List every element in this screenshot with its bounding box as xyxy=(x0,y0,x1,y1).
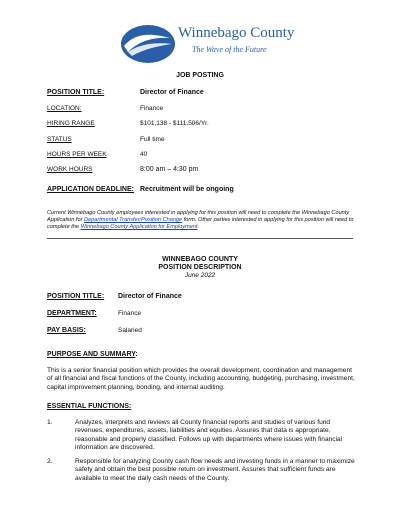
description-title: POSITION DESCRIPTION xyxy=(158,264,242,271)
job-posting-title: JOB POSTING xyxy=(176,72,224,79)
county-name: Winnebago County xyxy=(178,25,295,41)
transfer-form-link[interactable]: Departmental Transfer/Position Change xyxy=(84,217,183,223)
desc-position-value: Director of Finance xyxy=(118,293,182,300)
status-value: Full time xyxy=(140,136,165,143)
application-notice xyxy=(47,210,357,231)
notice-text: form. Other parties interested in applying for this position will need to complete the xyxy=(47,217,354,230)
function-number: 1. xyxy=(47,419,53,426)
purpose-heading xyxy=(47,351,138,358)
notice-text: . xyxy=(197,224,200,230)
hours-per-week-label: HOURS PER WEEK xyxy=(47,151,107,158)
function-text: Responsible for analyzing County cash flow needs and investing funds in a manner to maximize safety and obtain the best possible return on investment. Assures that sufficient funds are available to meet the daily cash needs of the County. xyxy=(75,458,355,482)
hiring-range-value: $101,138 - $111,506/Yr. xyxy=(140,120,209,127)
essential-functions-heading: ESSENTIAL FUNCTIONS: xyxy=(47,403,132,410)
application-deadline-value: Recruitment will be ongoing xyxy=(140,186,234,193)
description-county: WINNEBAGO COUNTY xyxy=(162,256,238,263)
county-logo xyxy=(118,22,295,66)
work-hours-value: 8:00 am – 4:30 pm xyxy=(140,166,199,173)
application-deadline-label: APPLICATION DEADLINE: xyxy=(47,186,134,193)
pay-basis-label: PAY BASIS: xyxy=(47,327,86,334)
notice-text: Current Winnebago County employees interested in applying for this position will need to complete the Winnebago County Application for xyxy=(47,210,350,223)
county-tagline: The Wave of the Future xyxy=(192,45,267,54)
department-label: DEPARTMENT: xyxy=(47,310,97,317)
purpose-heading-colon: : xyxy=(135,351,138,358)
department-value: Finance xyxy=(118,310,142,317)
description-date: June 2022 xyxy=(184,272,216,279)
pay-basis-value: Salaried xyxy=(118,327,142,334)
employment-application-link[interactable]: Winnebago County Application for Employment xyxy=(80,224,198,230)
divider xyxy=(47,238,353,239)
location-value: Finance xyxy=(140,105,164,112)
position-title-value: Director of Finance xyxy=(140,89,204,96)
hours-per-week-value: 40 xyxy=(140,151,148,158)
purpose-heading-text: PURPOSE AND SUMMARY xyxy=(47,351,136,358)
function-number: 2. xyxy=(47,458,53,465)
function-text: Analyzes, interprets and reviews all County financial reports and studies of various fund revenues, expenditures, assets, liabilities and equities. Assures that data is appropriate, reasonable and properly classified. Follows up with departments where issues with financial information are discovered. xyxy=(75,419,343,452)
position-title-label: POSITION TITLE: xyxy=(47,89,105,96)
wave-logo-icon xyxy=(118,22,178,66)
status-label: STATUS xyxy=(47,136,72,143)
purpose-text: This is a senior financial position which provides the overall development, coordination and management of all financial and fiscal functions of the County, including accounting, budgeting, purchasing, investment, capital improvement planning, bonding, and internal auditing. xyxy=(47,367,355,391)
hiring-range-label: HIRING RANGE xyxy=(47,120,95,127)
location-label: LOCATION: xyxy=(47,105,82,112)
work-hours-label: WORK HOURS xyxy=(47,166,93,173)
desc-position-label: POSITION TITLE: xyxy=(47,293,105,300)
